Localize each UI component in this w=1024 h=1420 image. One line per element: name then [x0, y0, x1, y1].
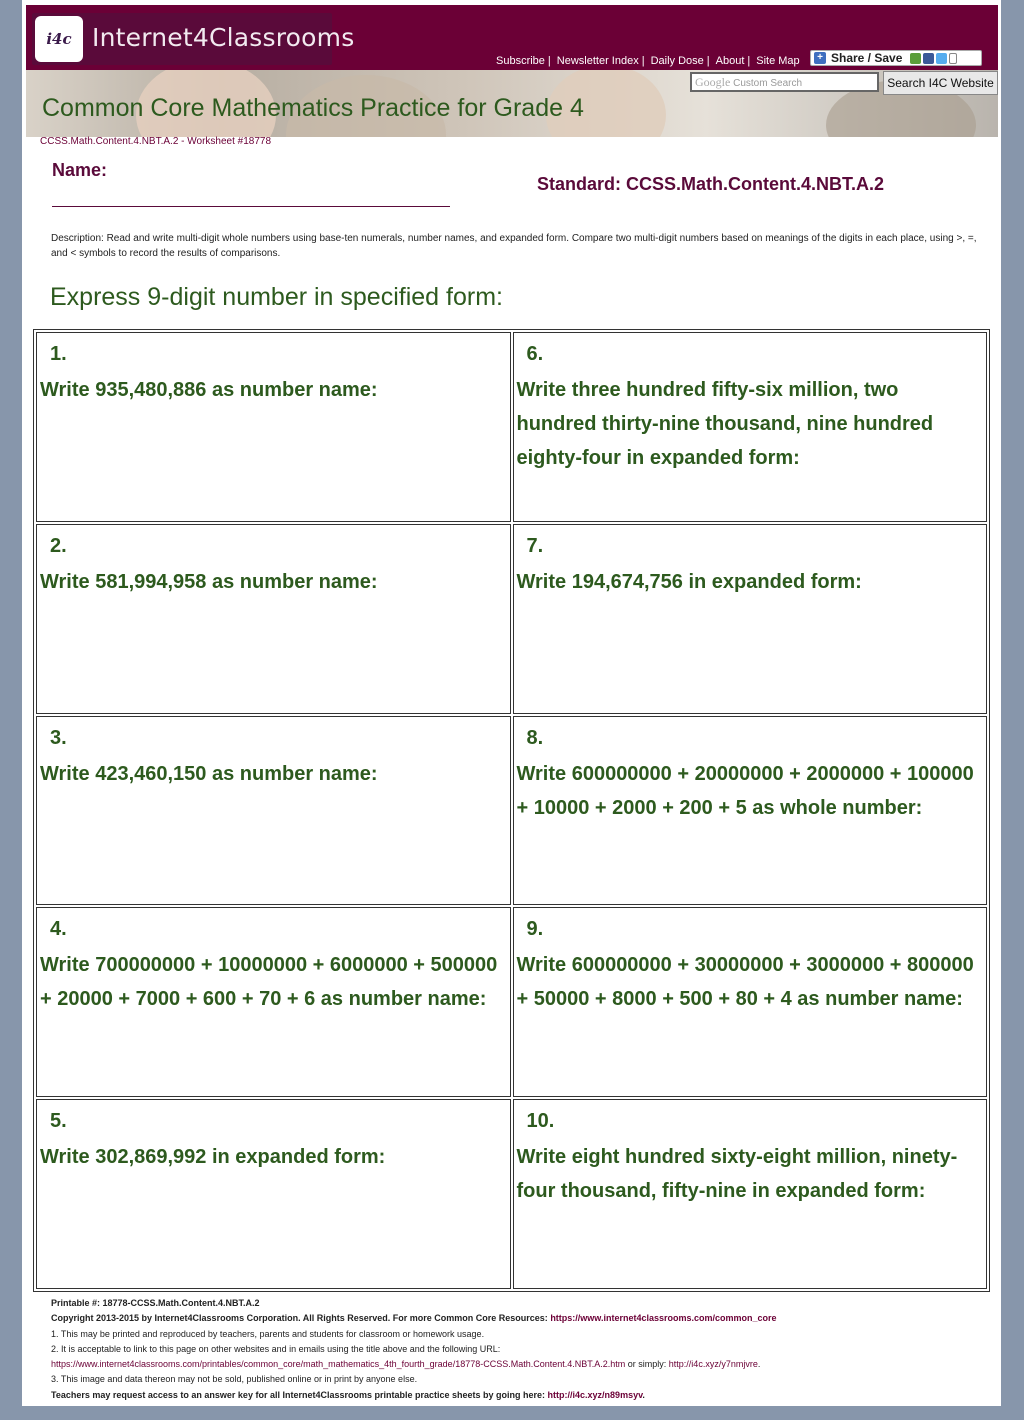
question-grid	[33, 329, 990, 1292]
question-cell	[36, 716, 511, 906]
question-text: Write 600000000 + 20000000 + 2000000 + 100000 + 10000 + 2000 + 200 + 5 as whole number:	[516, 762, 974, 819]
search-button[interactable]: Search I4C Website	[883, 71, 998, 95]
question-number: 8.	[526, 726, 544, 749]
question-number: 9.	[526, 918, 544, 941]
page-title: Common Core Mathematics Practice for Grade 4	[42, 94, 584, 122]
nav-about[interactable]: About	[715, 55, 745, 67]
answer-key-link[interactable]: http://i4c.xyz/n89msyv	[547, 1389, 643, 1400]
share-save-button[interactable]	[810, 50, 982, 66]
logo-text: Internet4Classrooms	[92, 23, 355, 52]
nav-daily-dose[interactable]: Daily Dose	[650, 55, 704, 67]
question-text: Write 935,480,886 as number name:	[40, 379, 378, 401]
question-cell	[36, 524, 511, 714]
question-cell	[36, 332, 511, 522]
section-heading: Express 9-digit number in specified form:	[50, 283, 503, 311]
short-url-link[interactable]: http://i4c.xyz/y7nmjvre	[668, 1359, 758, 1370]
question-cell	[36, 1099, 511, 1289]
worksheet-page	[22, 0, 1001, 1406]
plus-icon: +	[814, 52, 826, 64]
chevron-updown-icon	[949, 53, 957, 64]
twitter-icon	[936, 53, 947, 64]
footer	[51, 1296, 995, 1403]
note-3: 3. This image and data thereon may not be sold, published online or in print by anyone else.	[51, 1374, 418, 1385]
nav-subscribe[interactable]: Subscribe	[496, 55, 545, 67]
question-number: 10.	[526, 1110, 555, 1133]
question-text: Write 423,460,150 as number name:	[40, 762, 378, 785]
facebook-icon	[923, 53, 934, 64]
description: Description: Read and write multi-digit whole numbers using base-ten numerals, number names, and expanded form. Compare two multi-digit numbers based on meanings of the digits in each place, using >, =, and < symbols to record the results of comparisons.	[51, 233, 977, 259]
question-text: Write 194,674,756 in expanded form:	[516, 570, 862, 593]
question-number: 5.	[50, 1110, 67, 1133]
note-1: 1. This may be printed and reproduced by teachers, parents and students for classroom or homework usage.	[51, 1328, 485, 1339]
nav-newsletter-index[interactable]: Newsletter Index	[556, 55, 639, 67]
question-number: 2.	[50, 534, 67, 557]
question-text: Write eight hundred sixty-eight million, ninety-four thousand, fifty-nine in expanded form:	[516, 1146, 958, 1203]
question-cell	[36, 907, 511, 1097]
nav-site-map[interactable]: Site Map	[756, 55, 800, 67]
question-text: Write 600000000 + 30000000 + 3000000 + 800000 + 50000 + 8000 + 500 + 80 + 4 as number name:	[516, 954, 974, 1011]
name-label: Name:	[52, 160, 108, 180]
question-number: 6.	[526, 343, 544, 365]
email-icon	[910, 53, 921, 64]
worksheet-url-link[interactable]: https://www.internet4classrooms.com/printables/common_core/math_mathematics_4th_fourth_grade/18778-CCSS.Math.Content.4.NBT.A.2.htm	[51, 1359, 626, 1370]
top-nav: Subscribe | Newsletter Index | Daily Dose | About | Site Map	[496, 55, 800, 67]
copyright: Copyright 2013-2015 by Internet4Classrooms Corporation. All Rights Reserved. For more Common Core Resources: https://www.internet4classrooms.com/common_core	[51, 1313, 777, 1324]
answer-key-note: Teachers may request access to an answer key for all Internet4Classrooms printable practice sheets by going here: http://i4c.xyz/n89msyv.	[51, 1389, 645, 1400]
question-number: 7.	[526, 534, 544, 557]
question-cell	[513, 907, 988, 1097]
question-text: Write three hundred fifty-six million, two hundred thirty-nine thousand, nine hundred eighty-four in expanded form:	[516, 379, 934, 469]
google-logo: Google	[695, 75, 731, 89]
note-2-url-line: https://www.internet4classrooms.com/printables/common_core/math_mathematics_4th_fourth_grade/18778-CCSS.Math.Content.4.NBT.A.2.htm or simply: http://i4c.xyz/y7nmjvre.	[51, 1359, 761, 1370]
question-text: Write 302,869,992 in expanded form:	[40, 1146, 386, 1169]
worksheet-reference: CCSS.Math.Content.4.NBT.A.2 - Worksheet #18778	[40, 136, 272, 147]
site-logo[interactable]	[32, 13, 355, 65]
question-number: 4.	[50, 918, 67, 941]
question-cell	[513, 524, 988, 714]
question-number: 1.	[50, 343, 67, 365]
question-number: 3.	[50, 726, 67, 749]
name-blank-line	[52, 206, 450, 207]
question-cell	[513, 1099, 988, 1289]
question-text: Write 581,994,958 as number name:	[40, 570, 378, 593]
search-input[interactable]	[690, 72, 879, 92]
header-banner	[26, 70, 998, 137]
site-header	[26, 5, 998, 70]
common-core-link[interactable]: https://www.internet4classrooms.com/common_core	[550, 1313, 777, 1324]
share-label: Share / Save	[831, 51, 903, 65]
question-text: Write 700000000 + 10000000 + 6000000 + 500000 + 20000 + 7000 + 600 + 70 + 6 as number name:	[40, 954, 498, 1011]
logo-badge: i4c	[35, 16, 83, 62]
search-placeholder: Custom Search	[733, 78, 803, 89]
printable-number: Printable #: 18778-CCSS.Math.Content.4.NBT.A.2	[51, 1298, 260, 1308]
note-2: 2. It is acceptable to link to this page on other websites and in emails using the title above and the following URL:	[51, 1343, 501, 1354]
question-cell	[513, 332, 988, 522]
question-cell	[513, 716, 988, 906]
standard-label: Standard: CCSS.Math.Content.4.NBT.A.2	[537, 174, 885, 194]
share-icons	[910, 53, 959, 64]
